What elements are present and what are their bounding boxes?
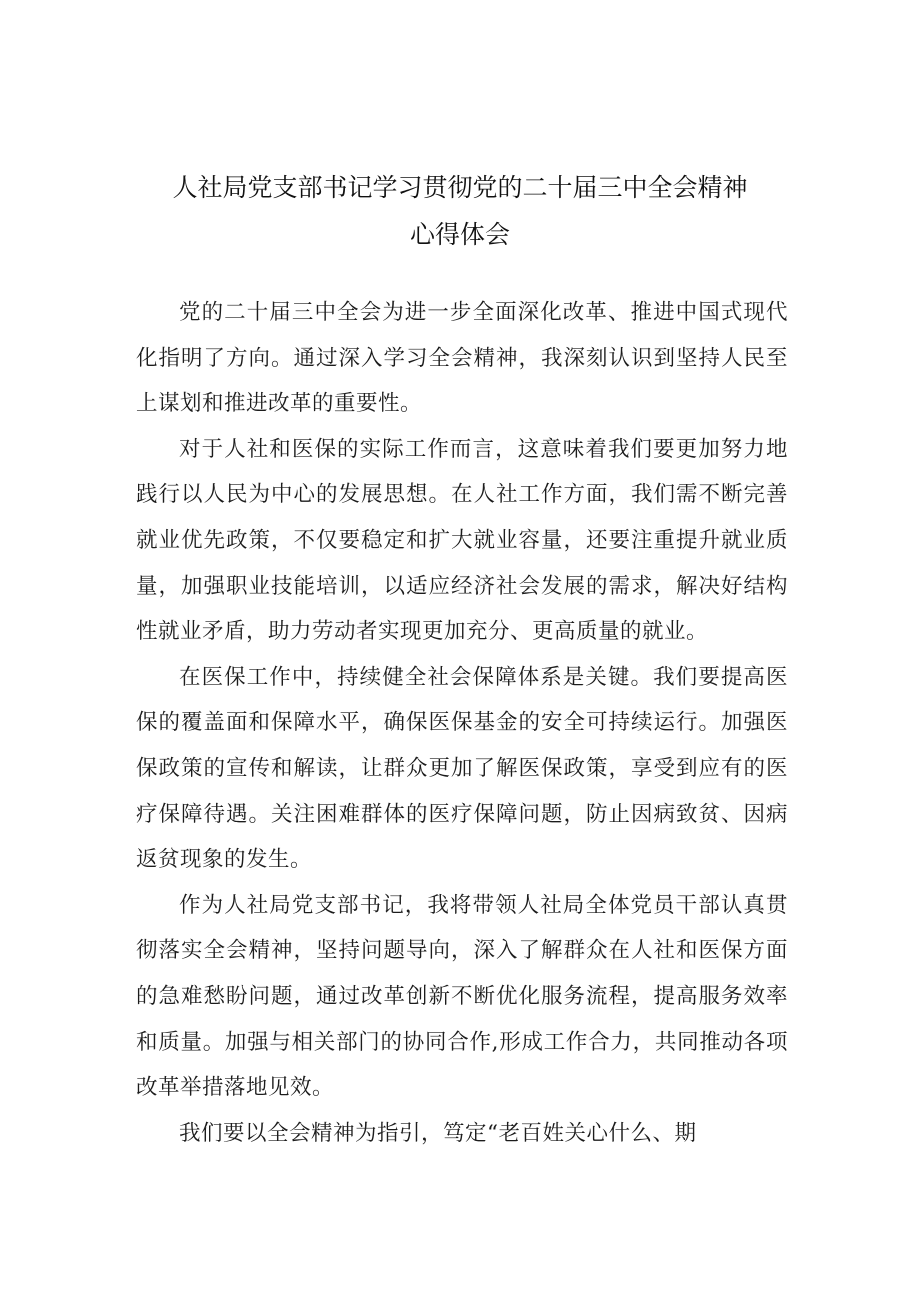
title-line-1: 人社局党支部书记学习贯彻党的二十届三中全会精神 <box>172 173 748 202</box>
paragraph-2: 对于人社和医保的实际工作而言，这意味着我们要更加努力地践行以人民为中心的发展思想。在人社工作方面，我们需不断完善就业优先政策，不仅要稳定和扩大就业容量，还要注重提升就业质量，加强职业技能培训，以适应经济社会发展的需求，解决好结构性就业矛盾，助力劳动者实现更加充分、更高质量的就业。 <box>136 436 788 645</box>
document-title <box>0 164 920 258</box>
paragraph-1: 党的二十届三中全会为进一步全面深化改革、推进中国式现代化指明了方向。通过深入学习全会精神，我深刻认识到坚持人民至上谋划和推进改革的重要性。 <box>136 300 788 417</box>
paragraph-4: 作为人社局党支部书记，我将带领人社局全体党员干部认真贯彻落实全会精神，坚持问题导向，深入了解群众在人社和医保方面的急难愁盼问题，通过改革创新不断优化服务流程，提高服务效率和质量。加强与相关部门的协同合作,形成工作合力，共同推动各项改革举措落地见效。 <box>136 892 788 1101</box>
paragraph-5: 我们要以全会精神为指引，笃定“老百姓关心什么、期 <box>179 1120 697 1146</box>
document-body <box>136 290 788 1156</box>
title-line-2: 心得体会 <box>409 220 510 249</box>
paragraph-3: 在医保工作中，持续健全社会保障体系是关键。我们要提高医保的覆盖面和保障水平，确保医保基金的安全可持续运行。加强医保政策的宣传和解读，让群众更加了解医保政策，享受到应有的医疗保障待遇。关注困难群体的医疗保障问题，防止因病致贫、因病返贫现象的发生。 <box>136 664 788 873</box>
